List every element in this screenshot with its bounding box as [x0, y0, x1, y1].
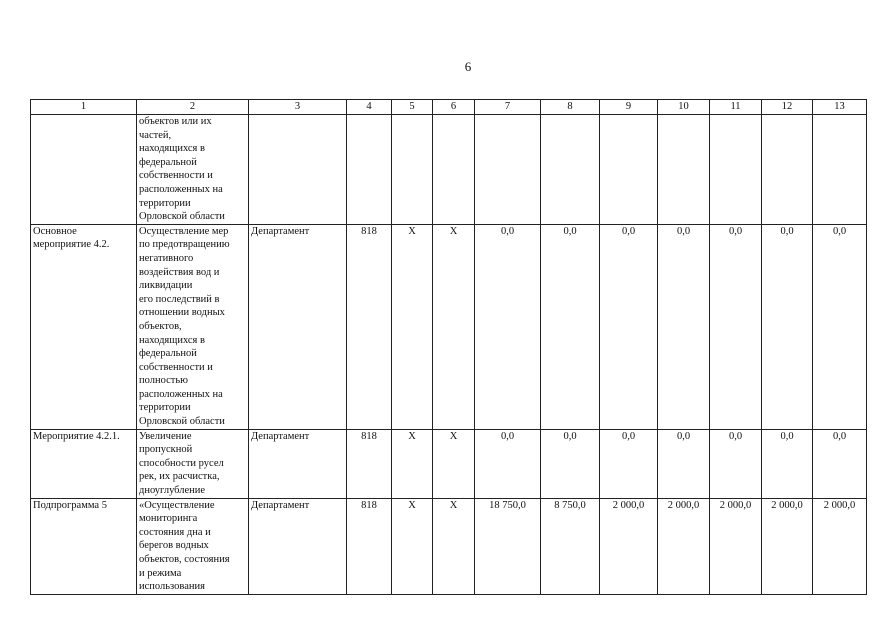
activity-status-cell [31, 115, 137, 225]
value-cell [658, 115, 710, 225]
value-cell: 0,0 [762, 429, 813, 498]
value-cell: 0,0 [762, 224, 813, 429]
value-cell [475, 115, 541, 225]
value-cell: 818 [347, 498, 392, 594]
header-cell: 2 [137, 100, 249, 115]
activity-status-cell: Основное мероприятие 4.2. [31, 224, 137, 429]
value-cell: X [392, 498, 433, 594]
activity-name-cell: Увеличение пропускной способности русел рек, их расчистка, дноуглубление [137, 429, 249, 498]
value-cell: X [433, 498, 475, 594]
table-row [31, 115, 867, 225]
header-cell: 9 [600, 100, 658, 115]
activity-status-cell: Мероприятие 4.2.1. [31, 429, 137, 498]
value-cell: 0,0 [541, 429, 600, 498]
value-cell: 0,0 [658, 224, 710, 429]
activity-name-cell: «Осуществление мониторинга состояния дна и берегов водных объектов, состояния и режима использования [137, 498, 249, 594]
header-cell: 7 [475, 100, 541, 115]
value-cell: 2 000,0 [658, 498, 710, 594]
value-cell [433, 115, 475, 225]
header-cell: 4 [347, 100, 392, 115]
value-cell [541, 115, 600, 225]
value-cell [600, 115, 658, 225]
activity-name-cell: Осуществление мер по предотвращению негативного воздействия вод и ликвидации его последствий в отношении водных объектов, находящихся в федеральной собственности и полностью расположенных на территории Орловской области [137, 224, 249, 429]
value-cell: 2 000,0 [813, 498, 867, 594]
executor-cell: Департамент [249, 429, 347, 498]
value-cell: 0,0 [600, 224, 658, 429]
activity-status-cell: Подпрограмма 5 [31, 498, 137, 594]
value-cell: 0,0 [813, 429, 867, 498]
header-cell: 1 [31, 100, 137, 115]
header-cell: 3 [249, 100, 347, 115]
value-cell: 0,0 [710, 429, 762, 498]
header-cell: 6 [433, 100, 475, 115]
value-cell: 0,0 [475, 429, 541, 498]
value-cell: 818 [347, 429, 392, 498]
value-cell [710, 115, 762, 225]
table-row [31, 429, 867, 498]
header-cell: 13 [813, 100, 867, 115]
header-cell: 5 [392, 100, 433, 115]
header-cell: 8 [541, 100, 600, 115]
header-cell: 10 [658, 100, 710, 115]
value-cell: 2 000,0 [600, 498, 658, 594]
value-cell [762, 115, 813, 225]
value-cell: 2 000,0 [710, 498, 762, 594]
header-row [31, 100, 867, 115]
activity-name-cell: объектов или их частей, находящихся в федеральной собственности и расположенных на территории Орловской области [137, 115, 249, 225]
value-cell: 0,0 [475, 224, 541, 429]
executor-cell: Департамент [249, 224, 347, 429]
value-cell: X [392, 224, 433, 429]
value-cell: 8 750,0 [541, 498, 600, 594]
value-cell: X [392, 429, 433, 498]
table-row [31, 498, 867, 594]
value-cell: X [433, 224, 475, 429]
value-cell [347, 115, 392, 225]
executor-cell [249, 115, 347, 225]
value-cell [813, 115, 867, 225]
value-cell: 2 000,0 [762, 498, 813, 594]
program-table [30, 99, 867, 595]
value-cell: 0,0 [710, 224, 762, 429]
value-cell: 0,0 [541, 224, 600, 429]
header-cell: 11 [710, 100, 762, 115]
value-cell: X [433, 429, 475, 498]
executor-cell: Департамент [249, 498, 347, 594]
value-cell: 818 [347, 224, 392, 429]
value-cell: 0,0 [813, 224, 867, 429]
header-cell: 12 [762, 100, 813, 115]
value-cell: 0,0 [600, 429, 658, 498]
table-row [31, 224, 867, 429]
value-cell: 0,0 [658, 429, 710, 498]
value-cell: 18 750,0 [475, 498, 541, 594]
page-number: 6 [464, 59, 472, 74]
value-cell [392, 115, 433, 225]
